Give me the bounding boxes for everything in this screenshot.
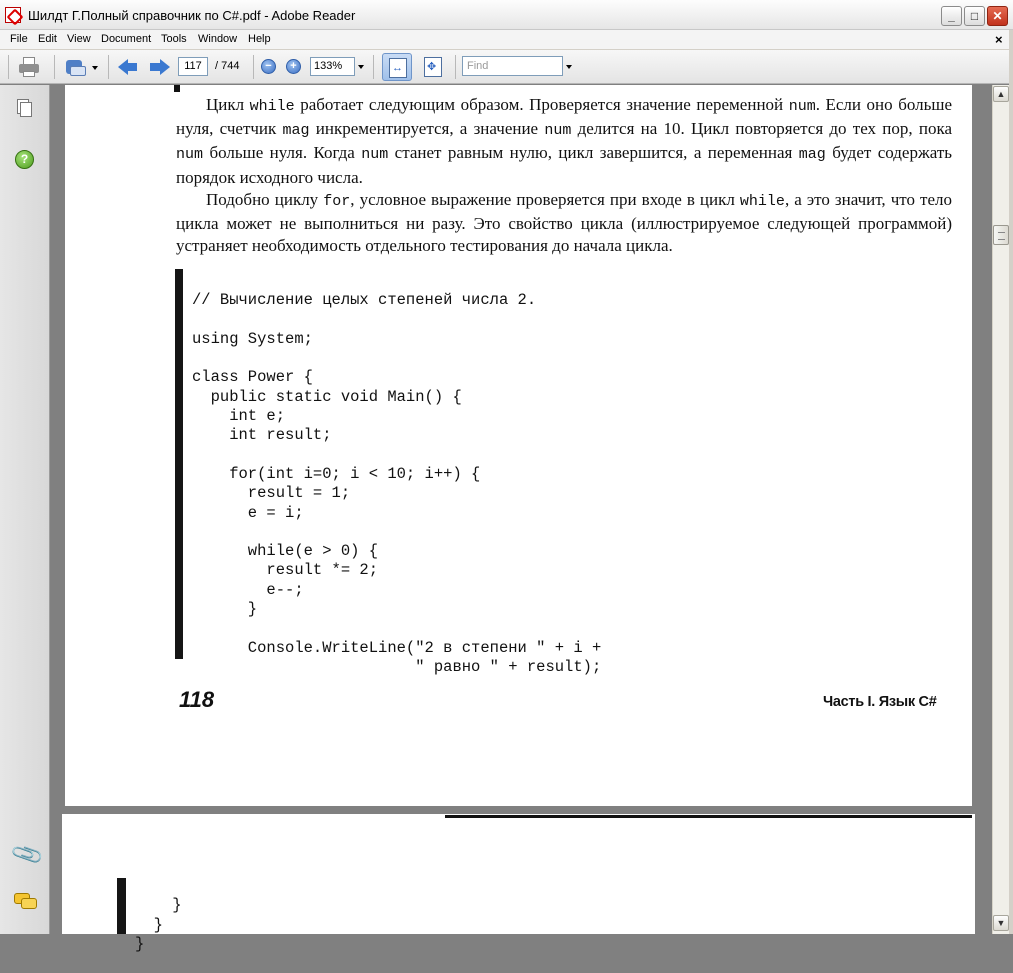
navigation-pane: [0, 85, 50, 934]
running-head: Часть I. Язык C#: [823, 694, 937, 710]
menu-file[interactable]: File: [10, 33, 28, 45]
code-line: [192, 523, 601, 542]
toolbar-separator: [455, 55, 456, 79]
code-line: " равно " + result);: [192, 657, 602, 676]
toolbar-separator: [253, 55, 254, 79]
toolbar-separator: [373, 55, 374, 79]
pages-panel-icon[interactable]: [17, 99, 32, 118]
code-listing: [192, 272, 601, 697]
code-line: public static void Main() {: [192, 387, 462, 406]
code-line: [192, 619, 601, 638]
page-total: / 744: [215, 60, 240, 72]
toolbar-separator: [108, 55, 109, 79]
page-top-rule: [445, 815, 972, 818]
fit-page-button[interactable]: [418, 53, 448, 81]
code-line: result *= 2;: [192, 561, 379, 580]
code-line: result = 1;: [192, 484, 351, 503]
code-line: }: [192, 600, 258, 619]
fit-page-icon: [424, 57, 442, 77]
scrollbar-thumb[interactable]: [993, 225, 1009, 245]
code-line: class Power {: [192, 368, 313, 387]
hand-tool-dropdown-icon[interactable]: [92, 66, 98, 70]
fit-width-icon: [389, 58, 407, 78]
code-line: int e;: [192, 407, 286, 426]
attachments-icon[interactable]: 📎: [9, 836, 46, 873]
help-icon[interactable]: ?: [15, 150, 34, 169]
code-line: }: [135, 896, 182, 915]
adobe-pdf-icon: [5, 7, 21, 23]
menu-window[interactable]: Window: [198, 33, 238, 45]
maximize-button[interactable]: □: [964, 6, 985, 26]
zoom-in-icon[interactable]: +: [286, 59, 301, 74]
code-line: e--;: [192, 580, 304, 599]
zoom-level-input[interactable]: 133%: [310, 57, 355, 76]
find-dropdown-icon[interactable]: [566, 65, 572, 69]
menu-tools[interactable]: Tools: [161, 33, 187, 45]
hand-tool-icon[interactable]: [64, 56, 86, 78]
toolbar-separator: [54, 55, 55, 79]
code-line: using System;: [192, 329, 313, 348]
code-line: }: [135, 934, 145, 953]
page-body-text: [176, 94, 952, 257]
scroll-up-icon[interactable]: ▲: [993, 86, 1009, 102]
code-line: while(e > 0) {: [192, 542, 379, 561]
code-line: [192, 446, 601, 465]
title-bar: [0, 0, 1013, 30]
next-page-icon[interactable]: [150, 59, 170, 75]
toolbar-separator: [8, 55, 9, 79]
zoom-dropdown-icon[interactable]: [358, 65, 364, 69]
code-listing-continued: [135, 877, 182, 973]
window-frame: [1009, 30, 1013, 934]
code-line: for(int i=0; i < 10; i++) {: [192, 464, 481, 483]
page-number-input[interactable]: 117: [178, 57, 208, 76]
print-icon[interactable]: [18, 56, 40, 78]
previous-page-icon[interactable]: [118, 59, 138, 75]
menu-help[interactable]: Help: [248, 33, 271, 45]
code-line: [192, 311, 601, 330]
vertical-scrollbar[interactable]: [992, 85, 1009, 934]
close-document-icon[interactable]: ×: [995, 32, 1003, 47]
paragraph: Цикл while работает следующим образом. Проверяется значение переменной num. Если оно больше нуля, счетчик mag инкрементируется, а значение num делится на 10. Цикл повторяется до тех пор, пока num больше нуля. Когда num станет равным нулю, цикл завершится, а переменная mag будет содержать порядок исходного числа.: [176, 95, 953, 187]
code-line: // Вычисление целых степеней числа 2.: [192, 291, 537, 310]
code-line: int result;: [192, 426, 332, 445]
menu-bar: [0, 30, 1013, 50]
menu-edit[interactable]: Edit: [38, 33, 57, 45]
scroll-down-icon[interactable]: ▼: [993, 915, 1009, 931]
window-title: Шилдт Г.Полный справочник по C#.pdf - Adobe Reader: [28, 8, 356, 23]
menu-view[interactable]: View: [67, 33, 91, 45]
fit-width-button[interactable]: [382, 53, 412, 81]
menu-document[interactable]: Document: [101, 33, 152, 45]
page-number: 118: [179, 687, 215, 712]
code-line: [192, 349, 601, 368]
scan-artifact: [174, 85, 180, 92]
code-line: }: [135, 915, 163, 934]
zoom-out-icon[interactable]: −: [261, 59, 276, 74]
paragraph: Подобно циклу for, условное выражение проверяется при входе в цикл while, а это значит, что тело цикла может не выполниться ни разу. Это свойство цикла (иллюстрируемое следующей программой) устраняет необходимость отдельного тестирования до начала цикла.: [176, 189, 952, 256]
comments-icon[interactable]: [14, 893, 38, 911]
code-line: e = i;: [192, 503, 304, 522]
code-listing-bar: [117, 878, 126, 934]
close-button[interactable]: ✕: [987, 6, 1008, 26]
minimize-button[interactable]: _: [941, 6, 962, 26]
find-input[interactable]: Find: [462, 56, 563, 76]
pdf-page-next: [62, 814, 975, 934]
code-line: Console.WriteLine("2 в степени " + i +: [192, 638, 602, 657]
code-listing-bar: [175, 269, 183, 659]
